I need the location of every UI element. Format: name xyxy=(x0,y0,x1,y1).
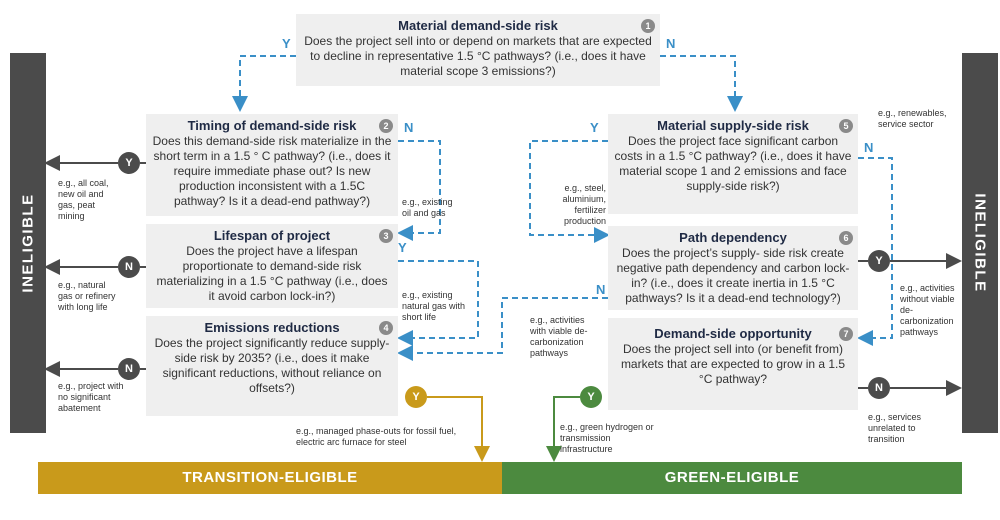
decision-circle-b2: Y xyxy=(118,152,140,174)
box-demand-side-opportunity xyxy=(608,318,858,410)
box-title: Lifespan of project xyxy=(213,228,331,243)
box-text: Does this demand-side risk materialize in the short term in a 1.5 ° C pathway? (i.e., does it require immediate phase out? Is new production inconsistent with a 1.5C pathway? Is it a dead-end pathway?) xyxy=(152,134,392,208)
label-b3-yes: Y xyxy=(398,240,407,255)
label-b1-no: N xyxy=(666,36,676,51)
decision-circle-b3: N xyxy=(118,256,140,278)
step-number-badge: 4 xyxy=(379,321,393,335)
step-number-badge: 1 xyxy=(641,19,655,33)
step-number-badge: 3 xyxy=(379,229,393,243)
step-number-badge: 2 xyxy=(379,119,393,133)
note-green-hydrogen: e.g., green hydrogen or transmission infrastructure xyxy=(560,422,654,454)
label-b1-yes: Y xyxy=(282,36,291,51)
note-existing-gas: e.g., existing natural gas with short life xyxy=(402,290,466,322)
arrow-b1-yes xyxy=(240,56,296,108)
box-text: Does the project significantly reduce supply-side risk by 2035? (i.e., does it make significant reductions, without reliance on offsets?) xyxy=(154,336,390,395)
label-b5-no: N xyxy=(864,140,874,155)
box-title: Timing of demand-side risk xyxy=(187,118,357,133)
arrow-b1-no xyxy=(660,56,735,108)
ineligible-label-right: INELIGIBLE xyxy=(971,193,989,293)
arrow-b5-no xyxy=(858,158,892,338)
note-activities-without: e.g., activities without viable de-carbonization pathways xyxy=(900,283,955,337)
ineligible-label-left: INELIGIBLE xyxy=(19,193,37,293)
step-number-badge: 7 xyxy=(839,327,853,341)
note-steel: e.g., steel, aluminium, fertilizer production xyxy=(562,183,606,226)
step-number-badge: 6 xyxy=(839,231,853,245)
box-text: Does the project sell into (or benefit from) markets that are expected to grow in a 1.5 °C pathway? xyxy=(620,342,846,386)
label-b2-no: N xyxy=(404,120,414,135)
label-b5-yes: Y xyxy=(590,120,599,135)
transition-eligible-band: TRANSITION-ELIGIBLE xyxy=(38,462,502,494)
box-text: Does the project face significant carbon costs in a 1.5 °C pathway? (i.e., does it have material scope 1 and 2 emissions and face supply-side risk?) xyxy=(614,134,852,193)
box-text: Does the project sell into or depend on markets that are expected to decline in representative 1.5 °C pathways? (i.e., does it have material scope 3 emissions?) xyxy=(304,34,652,78)
box-title: Demand-side opportunity xyxy=(654,326,812,341)
ineligible-bar-left xyxy=(10,53,46,433)
note-no-abatement: e.g., project with no significant abatement xyxy=(58,381,124,413)
note-existing-oil: e.g., existing oil and gas xyxy=(402,197,453,218)
note-activities-viable: e.g., activities with viable de-carbonization pathways xyxy=(530,315,588,358)
green-eligible-band: GREEN-ELIGIBLE xyxy=(502,462,962,494)
box-lifespan-of-project xyxy=(146,224,398,308)
box-material-supply-side-risk xyxy=(608,114,858,214)
box-title: Material demand-side risk xyxy=(398,18,558,33)
note-coal: e.g., all coal, new oil and gas, peat mining xyxy=(58,178,109,221)
box-text: Does the project’s supply- side risk create negative path dependency and carbon lock-in? (i.e., does it create inertia in 1.5 °C pathways? Is it a dead-end technology?) xyxy=(616,246,850,305)
decision-circle-b7-yes: Y xyxy=(580,386,602,408)
box-material-demand-side-risk xyxy=(296,14,660,86)
decision-circle-b6: Y xyxy=(868,250,890,272)
box-text: Does the project have a lifespan proportionate to demand-side risk materializing in a 1.5 °C pathway (i.e., does it avoid carbon lock-in?) xyxy=(156,244,388,303)
step-number-badge: 5 xyxy=(839,119,853,133)
note-phase-outs: e.g., managed phase-outs for fossil fuel, electric arc furnace for steel xyxy=(296,426,457,447)
note-natural-gas: e.g., natural gas or refinery with long life xyxy=(58,280,116,312)
note-renewables: e.g., renewables, service sector xyxy=(878,108,947,129)
note-services: e.g., services unrelated to transition xyxy=(868,412,922,444)
box-title: Path dependency xyxy=(679,230,787,245)
box-title: Emissions reductions xyxy=(204,320,340,335)
arrow-b2-no xyxy=(398,141,440,233)
decision-circle-b4-yes: Y xyxy=(405,386,427,408)
decision-circle-b4-no: N xyxy=(118,358,140,380)
box-timing-of-demand-side-risk xyxy=(146,114,398,216)
box-title: Material supply-side risk xyxy=(657,118,809,133)
ineligible-bar-right xyxy=(962,53,998,433)
decision-circle-b7-no: N xyxy=(868,377,890,399)
label-b6-no: N xyxy=(596,282,606,297)
box-path-dependency xyxy=(608,226,858,310)
box-emissions-reductions xyxy=(146,316,398,416)
